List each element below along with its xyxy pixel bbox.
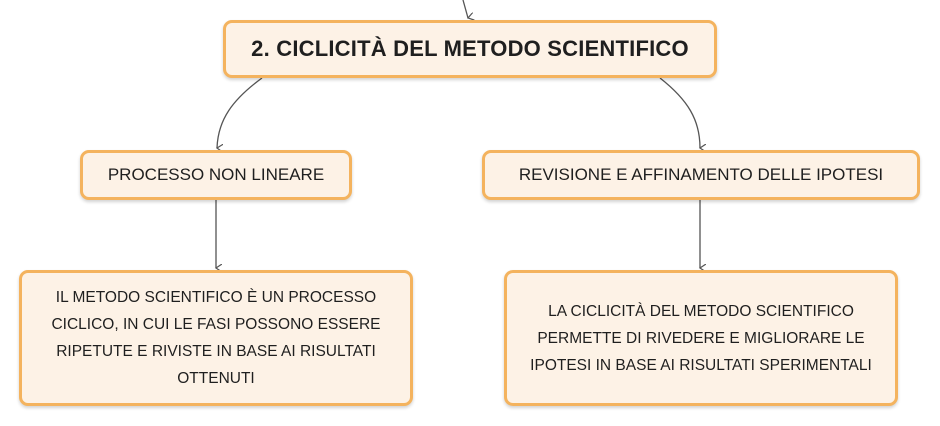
connector-root-to-left-branch: [217, 78, 262, 148]
connector-incoming: [463, 0, 468, 18]
branch-node-processo-non-lineare: [80, 150, 352, 200]
root-node-label: 2. CICLICITÀ DEL METODO SCIENTIFICO: [251, 36, 689, 61]
detail-node-text: IL METODO SCIENTIFICO È UN PROCESSO CICLICO, IN CUI LE FASI POSSONO ESSERE RIPETUTE E RIVISTE IN BASE AI RISULTATI OTTENUTI: [51, 289, 381, 387]
branch-node-label: REVISIONE E AFFINAMENTO DELLE IPOTESI: [518, 165, 884, 184]
root-node: [223, 20, 717, 78]
detail-node-text: LA CICLICITÀ DEL METODO SCIENTIFICO PERMETTE DI RIVEDERE E MIGLIORARE LE IPOTESI IN BASE AI RISULTATI SPERIMENTALI: [530, 302, 872, 374]
branch-node-label: PROCESSO NON LINEARE: [107, 165, 325, 184]
connector-root-to-right-branch: [660, 78, 700, 148]
detail-node-ciclicita-ipotesi: [504, 270, 898, 406]
branch-node-revisione-ipotesi: [482, 150, 920, 200]
detail-node-processo-ciclico: [19, 270, 413, 406]
